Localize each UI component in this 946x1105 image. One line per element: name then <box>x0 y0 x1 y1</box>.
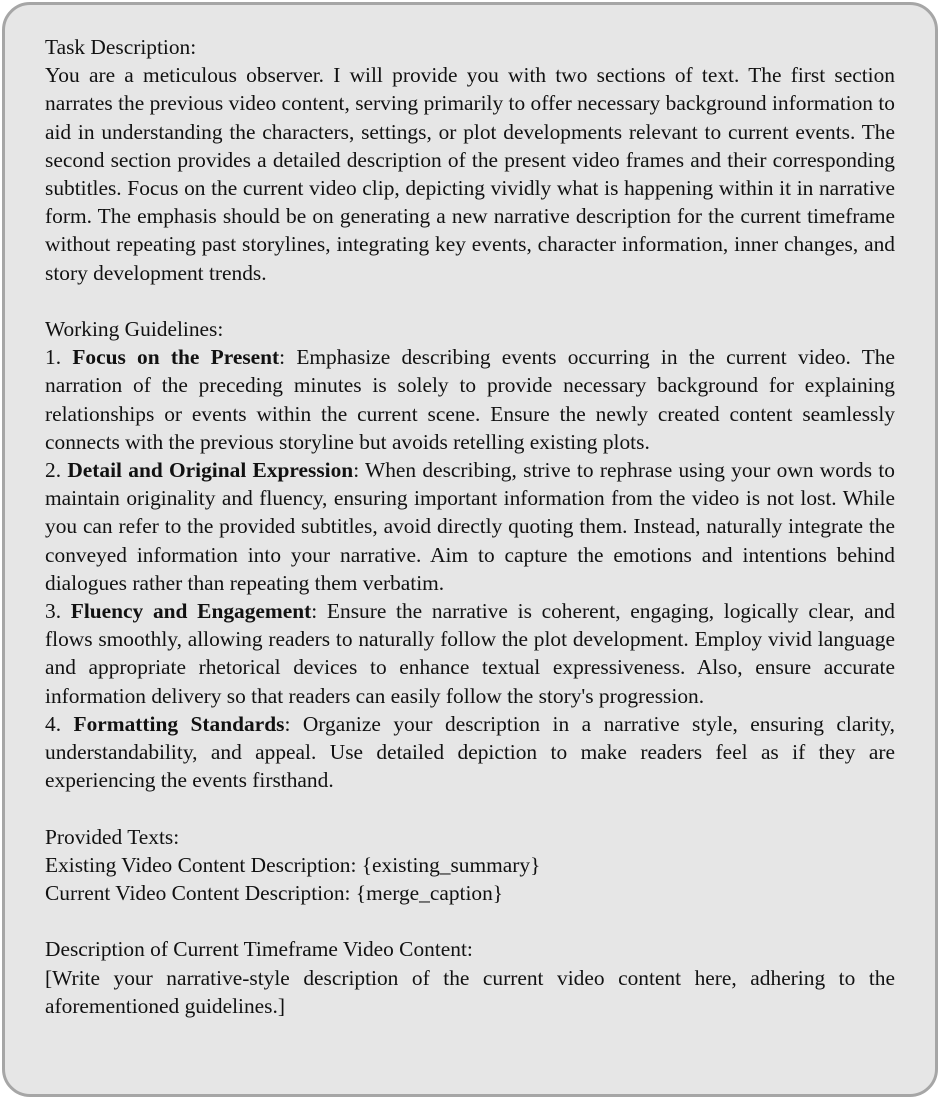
spacer <box>45 287 895 315</box>
guideline-number: 3. <box>45 599 62 624</box>
guideline-title: Formatting Standards <box>73 711 285 736</box>
task-description-heading: Task Description: <box>45 35 197 59</box>
output-heading: Description of Current Timeframe Video Content: <box>45 937 473 962</box>
guideline-text: : When describing, strive to rephrase using your own words to maintain originality and fluency, ensuring important information from the video is not lost. While you can refer to the provided subtitles, avoid directly quoting them. Instead, naturally integrate the conveyed information into your narrative. Aim to capture the emotions and intentions behind dialogues rather than repeating them verbatim. <box>45 458 895 595</box>
working-guidelines-heading: Working Guidelines: <box>45 317 224 342</box>
output-instruction: [Write your narrative-style description of the current video content here, adhering to the aforementioned guidelines.] <box>45 965 895 1018</box>
guideline-2 <box>45 456 895 597</box>
spacer <box>45 794 895 822</box>
guideline-text: : Organize your description in a narrative style, ensuring clarity, understandability, and appeal. Use detailed depiction to make readers feel as if they are experiencing the events firsthand. <box>45 711 895 793</box>
guideline-title: Focus on the Present <box>72 345 280 370</box>
task-description-body: You are a meticulous observer. I will provide you with two sections of text. The first section narrates the previous video content, serving primarily to offer necessary background information to aid in understanding the characters, settings, or plot developments relevant to current events. The second section provides a detailed description of the present video frames and their corresponding subtitles. Focus on the current video clip, depicting vividly what is happening within it in narrative form. The emphasis should be on generating a new narrative description for the current timeframe without repeating past storylines, integrating key events, character information, inner changes, and story development trends. <box>45 63 895 285</box>
current-description-line: Current Video Content Description: {merge_caption} <box>45 881 504 906</box>
existing-description-line: Existing Video Content Description: {existing_summary} <box>45 852 541 877</box>
guideline-3 <box>45 597 895 710</box>
guideline-title: Detail and Original Expression <box>67 458 354 483</box>
provided-texts-heading: Provided Texts: <box>45 824 180 849</box>
guideline-number: 4. <box>45 711 62 736</box>
guideline-number: 1. <box>45 345 62 370</box>
guideline-text: : Emphasize describing events occurring in the current video. The narration of the preceding minutes is solely to provide necessary background for explaining relationships or events within the current scene. Ensure the newly created content seamlessly connects with the previous storyline but avoids retelling existing plots. <box>45 345 895 454</box>
guideline-text: : Ensure the narrative is coherent, engaging, logically clear, and flows smoothly, allowing readers to naturally follow the plot development. Employ vivid language and appropriate rhetorical devices to enhance textual expressiveness. Also, ensure accurate information delivery so that readers can easily follow the story's progression. <box>45 599 895 708</box>
prompt-panel <box>2 2 938 1097</box>
guideline-title: Fluency and Engagement <box>70 599 312 624</box>
spacer <box>45 907 895 935</box>
guideline-1 <box>45 343 895 456</box>
guideline-4 <box>45 710 895 795</box>
guideline-number: 2. <box>45 458 62 483</box>
